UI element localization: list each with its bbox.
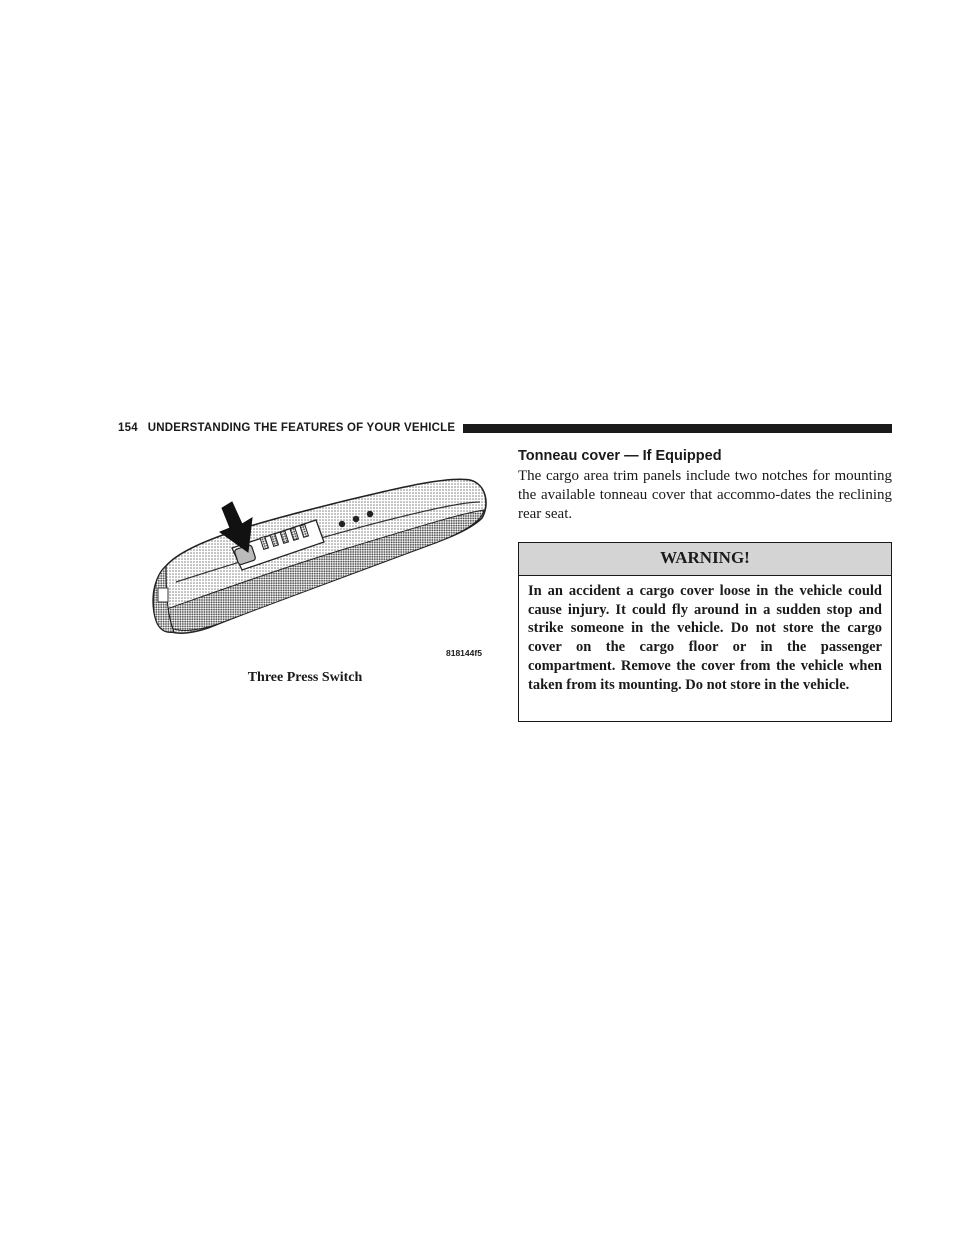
page-number: 154	[118, 422, 138, 434]
running-header-title: UNDERSTANDING THE FEATURES OF YOUR VEHICLE	[147, 422, 456, 434]
section-heading: Tonneau cover — If Equipped	[518, 448, 722, 464]
warning-text: In an accident a cargo cover loose in the vehicle could cause injury. It could fly around in a sudden stop and strike someone in the vehicle. Do not store the cargo cover on the cargo floor or in the passenger compartment. Remove the cover from the vehicle when taken from its mounting. Do not store in the vehicle.	[528, 583, 882, 693]
figure-caption: Three Press Switch	[247, 670, 363, 685]
indicator-dot	[339, 521, 345, 527]
tonneau-section	[518, 448, 892, 524]
section-body: The cargo area trim panels include two notches for mounting the available tonneau cover that accommo-dates the reclining rear seat.	[518, 468, 892, 522]
header-rule	[463, 424, 892, 433]
warning-title: WARNING!	[519, 543, 891, 576]
figure-code: 818144f5	[446, 648, 482, 658]
indicator-dot	[367, 511, 373, 517]
page-header	[118, 420, 892, 436]
indicator-dot	[353, 516, 359, 522]
three-press-switch-illustration	[148, 462, 490, 662]
warning-box	[518, 542, 892, 722]
